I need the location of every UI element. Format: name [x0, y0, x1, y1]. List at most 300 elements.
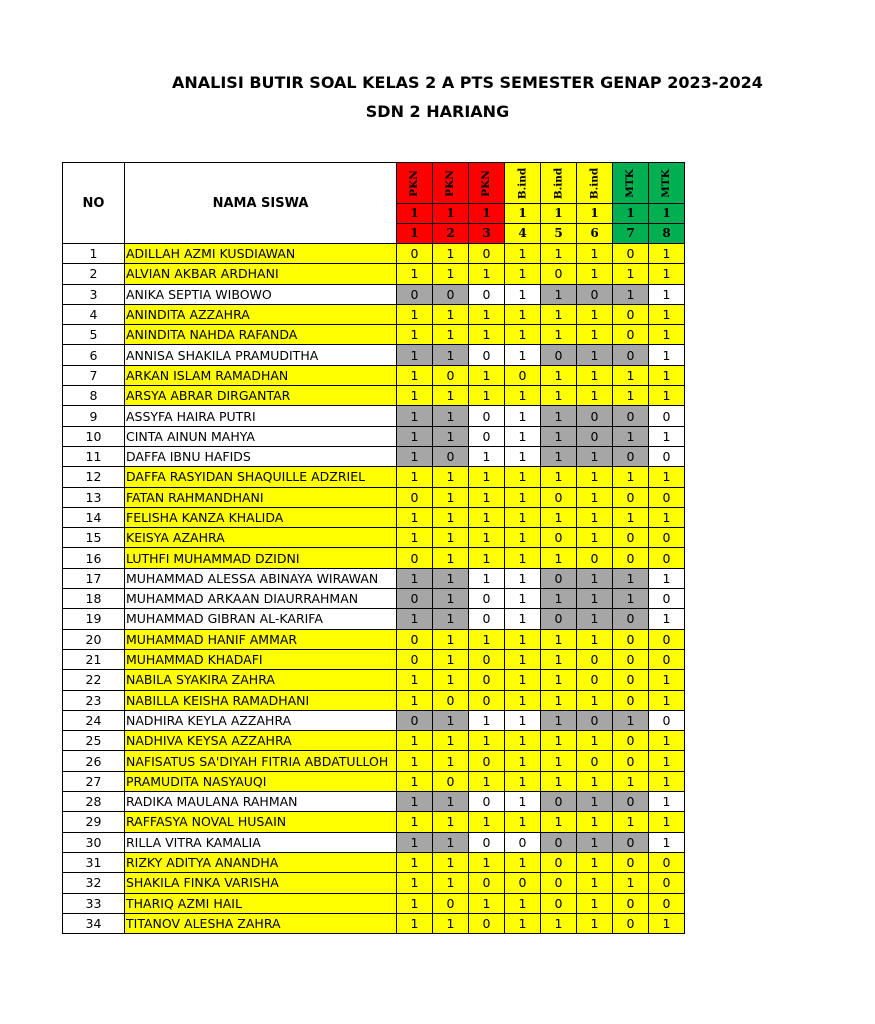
score-cell: 1: [505, 325, 541, 345]
score-cell: 1: [541, 690, 577, 710]
table-row: [63, 771, 685, 791]
score-cell: 1: [577, 487, 613, 507]
question-number: 6: [577, 224, 613, 244]
score-cell: 0: [649, 852, 685, 872]
score-cell: 1: [577, 568, 613, 588]
table-row: [63, 710, 685, 730]
score-cell: 0: [433, 446, 469, 466]
score-cell: 1: [397, 406, 433, 426]
question-number: 3: [469, 224, 505, 244]
score-cell: 1: [433, 406, 469, 426]
score-cell: 1: [649, 467, 685, 487]
score-cell: 1: [577, 852, 613, 872]
score-cell: 1: [577, 446, 613, 466]
score-cell: 0: [469, 406, 505, 426]
row-number: 16: [63, 548, 125, 568]
score-cell: 0: [541, 832, 577, 852]
score-cell: 1: [541, 426, 577, 446]
score-cell: 1: [505, 284, 541, 304]
student-name: TITANOV ALESHA ZAHRA: [125, 913, 397, 933]
score-cell: 1: [577, 609, 613, 629]
row-number: 33: [63, 893, 125, 913]
table-row: [63, 568, 685, 588]
score-cell: 1: [577, 913, 613, 933]
question-number: 5: [541, 224, 577, 244]
score-cell: 0: [577, 406, 613, 426]
score-cell: 0: [577, 670, 613, 690]
score-cell: 1: [469, 304, 505, 324]
score-cell: 0: [397, 244, 433, 264]
score-cell: 1: [397, 345, 433, 365]
student-name: MUHAMMAD HANIF AMMAR: [125, 629, 397, 649]
score-cell: 1: [433, 670, 469, 690]
question-number: 2: [433, 224, 469, 244]
score-cell: 0: [469, 792, 505, 812]
row-number: 3: [63, 284, 125, 304]
table-row: [63, 812, 685, 832]
score-cell: 1: [433, 548, 469, 568]
score-cell: 1: [541, 731, 577, 751]
score-cell: 1: [469, 548, 505, 568]
score-cell: 0: [469, 649, 505, 669]
score-cell: 1: [649, 365, 685, 385]
score-cell: 1: [577, 690, 613, 710]
score-cell: 1: [541, 913, 577, 933]
score-cell: 1: [649, 304, 685, 324]
student-name: NAFISATUS SA'DIYAH FITRIA ABDATULLOH: [125, 751, 397, 771]
score-cell: 0: [577, 548, 613, 568]
score-cell: 1: [397, 751, 433, 771]
score-cell: 0: [649, 487, 685, 507]
score-cell: 1: [397, 873, 433, 893]
score-cell: 1: [505, 792, 541, 812]
score-cell: 1: [397, 264, 433, 284]
score-cell: 0: [433, 893, 469, 913]
score-cell: 1: [577, 325, 613, 345]
weight-cell: 1: [613, 204, 649, 224]
table-row: [63, 792, 685, 812]
score-cell: 0: [541, 264, 577, 284]
score-cell: 1: [577, 832, 613, 852]
weight-cell: 1: [397, 204, 433, 224]
score-cell: 1: [469, 568, 505, 588]
table-row: [63, 589, 685, 609]
subject-header: MTK: [649, 163, 685, 204]
score-cell: 1: [613, 365, 649, 385]
score-cell: 1: [505, 467, 541, 487]
subject-header: PKN: [433, 163, 469, 204]
score-cell: 0: [469, 913, 505, 933]
student-name: ADILLAH AZMI KUSDIAWAN: [125, 244, 397, 264]
weight-cell: 1: [577, 204, 613, 224]
score-cell: 1: [649, 386, 685, 406]
row-number: 32: [63, 873, 125, 893]
score-cell: 0: [397, 284, 433, 304]
score-cell: 1: [433, 386, 469, 406]
score-cell: 1: [541, 284, 577, 304]
row-number: 24: [63, 710, 125, 730]
score-cell: 1: [433, 426, 469, 446]
score-cell: 0: [541, 568, 577, 588]
score-cell: 0: [505, 832, 541, 852]
score-cell: 1: [577, 893, 613, 913]
score-cell: 1: [397, 852, 433, 872]
analysis-table: [62, 162, 685, 934]
score-cell: 1: [577, 467, 613, 487]
student-name: CINTA AINUN MAHYA: [125, 426, 397, 446]
weight-cell: 1: [649, 204, 685, 224]
score-cell: 0: [613, 751, 649, 771]
score-cell: 1: [505, 406, 541, 426]
score-cell: 0: [613, 528, 649, 548]
score-cell: 0: [397, 710, 433, 730]
score-cell: 1: [433, 507, 469, 527]
score-cell: 0: [397, 487, 433, 507]
student-name: SHAKILA FINKA VARISHA: [125, 873, 397, 893]
score-cell: 0: [613, 548, 649, 568]
score-cell: 0: [613, 731, 649, 751]
score-cell: 1: [577, 812, 613, 832]
student-name: RADIKA MAULANA RAHMAN: [125, 792, 397, 812]
score-cell: 1: [505, 852, 541, 872]
score-cell: 0: [649, 893, 685, 913]
score-cell: 1: [541, 244, 577, 264]
score-cell: 1: [433, 325, 469, 345]
table-row: [63, 467, 685, 487]
score-cell: 1: [577, 792, 613, 812]
score-cell: 1: [433, 751, 469, 771]
score-cell: 1: [505, 893, 541, 913]
score-cell: 1: [649, 690, 685, 710]
row-number: 31: [63, 852, 125, 872]
score-cell: 1: [505, 386, 541, 406]
row-number: 2: [63, 264, 125, 284]
score-cell: 1: [649, 771, 685, 791]
score-cell: 1: [613, 589, 649, 609]
score-cell: 1: [469, 487, 505, 507]
score-cell: 1: [649, 913, 685, 933]
score-cell: 1: [469, 893, 505, 913]
score-cell: 1: [649, 264, 685, 284]
score-cell: 1: [613, 873, 649, 893]
score-cell: 1: [613, 284, 649, 304]
table-row: [63, 548, 685, 568]
row-number: 26: [63, 751, 125, 771]
score-cell: 1: [577, 264, 613, 284]
score-cell: 1: [613, 812, 649, 832]
row-number: 22: [63, 670, 125, 690]
score-cell: 1: [433, 873, 469, 893]
score-cell: 1: [541, 649, 577, 669]
row-number: 12: [63, 467, 125, 487]
row-number: 21: [63, 649, 125, 669]
score-cell: 1: [433, 710, 469, 730]
question-number: 7: [613, 224, 649, 244]
score-cell: 1: [397, 771, 433, 791]
student-name: ARKAN ISLAM RAMADHAN: [125, 365, 397, 385]
score-cell: 1: [577, 589, 613, 609]
row-number: 30: [63, 832, 125, 852]
score-cell: 0: [433, 771, 469, 791]
score-cell: 0: [469, 690, 505, 710]
row-number: 20: [63, 629, 125, 649]
score-cell: 0: [541, 528, 577, 548]
score-cell: 0: [649, 446, 685, 466]
score-cell: 0: [613, 446, 649, 466]
score-cell: 1: [469, 710, 505, 730]
header-no: NO: [63, 163, 125, 244]
student-name: ARSYA ABRAR DIRGANTAR: [125, 386, 397, 406]
score-cell: 1: [433, 852, 469, 872]
table-row: [63, 325, 685, 345]
score-cell: 1: [433, 792, 469, 812]
score-cell: 1: [613, 710, 649, 730]
subject-header: B.ind: [505, 163, 541, 204]
score-cell: 0: [433, 365, 469, 385]
score-cell: 0: [613, 852, 649, 872]
score-cell: 1: [541, 467, 577, 487]
score-cell: 1: [649, 812, 685, 832]
score-cell: 1: [469, 467, 505, 487]
score-cell: 1: [649, 345, 685, 365]
score-cell: 1: [613, 507, 649, 527]
row-number: 8: [63, 386, 125, 406]
score-cell: 1: [433, 609, 469, 629]
score-cell: 1: [649, 792, 685, 812]
weight-cell: 1: [505, 204, 541, 224]
row-number: 14: [63, 507, 125, 527]
score-cell: 0: [469, 873, 505, 893]
score-cell: 0: [577, 426, 613, 446]
score-cell: 1: [649, 609, 685, 629]
score-cell: 0: [397, 629, 433, 649]
score-cell: 1: [505, 649, 541, 669]
score-cell: 0: [469, 284, 505, 304]
score-cell: 0: [613, 244, 649, 264]
row-number: 7: [63, 365, 125, 385]
score-cell: 1: [397, 731, 433, 751]
score-cell: 0: [613, 893, 649, 913]
score-cell: 1: [397, 325, 433, 345]
score-cell: 1: [505, 589, 541, 609]
score-cell: 1: [397, 507, 433, 527]
score-cell: 1: [433, 304, 469, 324]
score-cell: 1: [505, 670, 541, 690]
score-cell: 1: [469, 325, 505, 345]
table-row: [63, 528, 685, 548]
score-cell: 1: [505, 528, 541, 548]
score-cell: 1: [433, 731, 469, 751]
score-cell: 1: [541, 304, 577, 324]
student-name: DAFFA IBNU HAFIDS: [125, 446, 397, 466]
score-cell: 0: [649, 589, 685, 609]
score-cell: 1: [433, 264, 469, 284]
score-cell: 0: [613, 629, 649, 649]
score-cell: 1: [649, 751, 685, 771]
score-cell: 0: [649, 629, 685, 649]
score-cell: 0: [505, 873, 541, 893]
score-cell: 1: [613, 467, 649, 487]
score-cell: 1: [577, 731, 613, 751]
score-cell: 0: [469, 589, 505, 609]
score-cell: 1: [541, 670, 577, 690]
score-cell: 0: [541, 852, 577, 872]
score-cell: 1: [397, 467, 433, 487]
table-row: [63, 629, 685, 649]
score-cell: 0: [469, 345, 505, 365]
score-cell: 1: [505, 609, 541, 629]
score-cell: 1: [433, 832, 469, 852]
score-cell: 1: [577, 304, 613, 324]
score-cell: 0: [649, 548, 685, 568]
subject-header: PKN: [469, 163, 505, 204]
student-name: ANINDITA AZZAHRA: [125, 304, 397, 324]
score-cell: 1: [649, 731, 685, 751]
score-cell: 1: [577, 629, 613, 649]
score-cell: 0: [397, 589, 433, 609]
score-cell: 1: [649, 832, 685, 852]
score-cell: 1: [505, 751, 541, 771]
score-cell: 1: [649, 325, 685, 345]
score-cell: 1: [505, 710, 541, 730]
score-cell: 1: [433, 589, 469, 609]
student-name: MUHAMMAD GIBRAN AL-KARIFA: [125, 609, 397, 629]
row-number: 23: [63, 690, 125, 710]
score-cell: 1: [541, 589, 577, 609]
score-cell: 1: [433, 467, 469, 487]
score-cell: 0: [613, 670, 649, 690]
score-cell: 0: [613, 406, 649, 426]
header-row-subjects: [63, 163, 685, 204]
header-name: NAMA SISWA: [125, 163, 397, 244]
student-name: ANINDITA NAHDA RAFANDA: [125, 325, 397, 345]
student-name: ANNISA SHAKILA PRAMUDITHA: [125, 345, 397, 365]
score-cell: 1: [469, 812, 505, 832]
score-cell: 0: [577, 649, 613, 669]
score-cell: 1: [541, 710, 577, 730]
student-name: NABILA SYAKIRA ZAHRA: [125, 670, 397, 690]
score-cell: 1: [397, 670, 433, 690]
weight-cell: 1: [469, 204, 505, 224]
score-cell: 0: [613, 832, 649, 852]
row-number: 29: [63, 812, 125, 832]
score-cell: 0: [541, 792, 577, 812]
row-number: 5: [63, 325, 125, 345]
table-row: [63, 832, 685, 852]
student-name: FELISHA KANZA KHALIDA: [125, 507, 397, 527]
row-number: 34: [63, 913, 125, 933]
table-row: [63, 852, 685, 872]
table-row: [63, 670, 685, 690]
score-cell: 1: [505, 731, 541, 751]
student-name: MUHAMMAD ALESSA ABINAYA WIRAWAN: [125, 568, 397, 588]
score-cell: 1: [397, 913, 433, 933]
table-row: [63, 507, 685, 527]
table-row: [63, 609, 685, 629]
score-cell: 0: [613, 913, 649, 933]
table-row: [63, 264, 685, 284]
score-cell: 1: [397, 386, 433, 406]
score-cell: 1: [613, 568, 649, 588]
score-cell: 1: [433, 487, 469, 507]
row-number: 17: [63, 568, 125, 588]
score-cell: 1: [541, 548, 577, 568]
question-number: 1: [397, 224, 433, 244]
score-cell: 1: [433, 913, 469, 933]
school-name: SDN 2 HARIANG: [365, 102, 510, 121]
student-name: KEISYA AZAHRA: [125, 528, 397, 548]
score-cell: 0: [469, 832, 505, 852]
score-cell: 1: [649, 670, 685, 690]
score-cell: 1: [505, 244, 541, 264]
table-row: [63, 244, 685, 264]
score-cell: 0: [469, 609, 505, 629]
score-cell: 1: [577, 507, 613, 527]
row-number: 4: [63, 304, 125, 324]
page-title: ANALISI BUTIR SOAL KELAS 2 A PTS SEMESTER GENAP 2023-2024: [172, 73, 763, 92]
score-cell: 1: [469, 852, 505, 872]
score-cell: 0: [433, 284, 469, 304]
row-number: 28: [63, 792, 125, 812]
student-name: LUTHFI MUHAMMAD DZIDNI: [125, 548, 397, 568]
student-name: ANIKA SEPTIA WIBOWO: [125, 284, 397, 304]
score-cell: 1: [613, 771, 649, 791]
student-name: NADHIVA KEYSA AZZAHRA: [125, 731, 397, 751]
score-cell: 0: [613, 345, 649, 365]
score-cell: 1: [469, 264, 505, 284]
table-row: [63, 386, 685, 406]
score-cell: 1: [505, 446, 541, 466]
score-cell: 0: [649, 406, 685, 426]
student-name: FATAN RAHMANDHANI: [125, 487, 397, 507]
score-cell: 0: [469, 426, 505, 446]
score-cell: 0: [649, 649, 685, 669]
row-number: 11: [63, 446, 125, 466]
table-row: [63, 751, 685, 771]
score-cell: 1: [541, 771, 577, 791]
score-cell: 1: [541, 507, 577, 527]
score-cell: 1: [469, 365, 505, 385]
score-cell: 0: [613, 649, 649, 669]
score-cell: 0: [649, 528, 685, 548]
score-cell: 1: [397, 832, 433, 852]
score-cell: 1: [541, 406, 577, 426]
score-cell: 1: [433, 568, 469, 588]
question-number: 4: [505, 224, 541, 244]
score-cell: 1: [649, 507, 685, 527]
table-row: [63, 426, 685, 446]
score-cell: 1: [469, 629, 505, 649]
score-cell: 0: [649, 710, 685, 730]
weight-cell: 1: [433, 204, 469, 224]
score-cell: 0: [541, 487, 577, 507]
student-name: PRAMUDITA NASYAUQI: [125, 771, 397, 791]
score-cell: 1: [469, 731, 505, 751]
score-cell: 1: [577, 528, 613, 548]
score-cell: 0: [397, 548, 433, 568]
score-cell: 1: [397, 446, 433, 466]
table-row: [63, 284, 685, 304]
table-row: [63, 913, 685, 933]
score-cell: 0: [613, 325, 649, 345]
score-cell: 1: [505, 507, 541, 527]
score-cell: 0: [397, 649, 433, 669]
row-number: 9: [63, 406, 125, 426]
student-name: DAFFA RASYIDAN SHAQUILLE ADZRIEL: [125, 467, 397, 487]
score-cell: 1: [397, 792, 433, 812]
student-name: ASSYFA HAIRA PUTRI: [125, 406, 397, 426]
score-cell: 0: [433, 690, 469, 710]
